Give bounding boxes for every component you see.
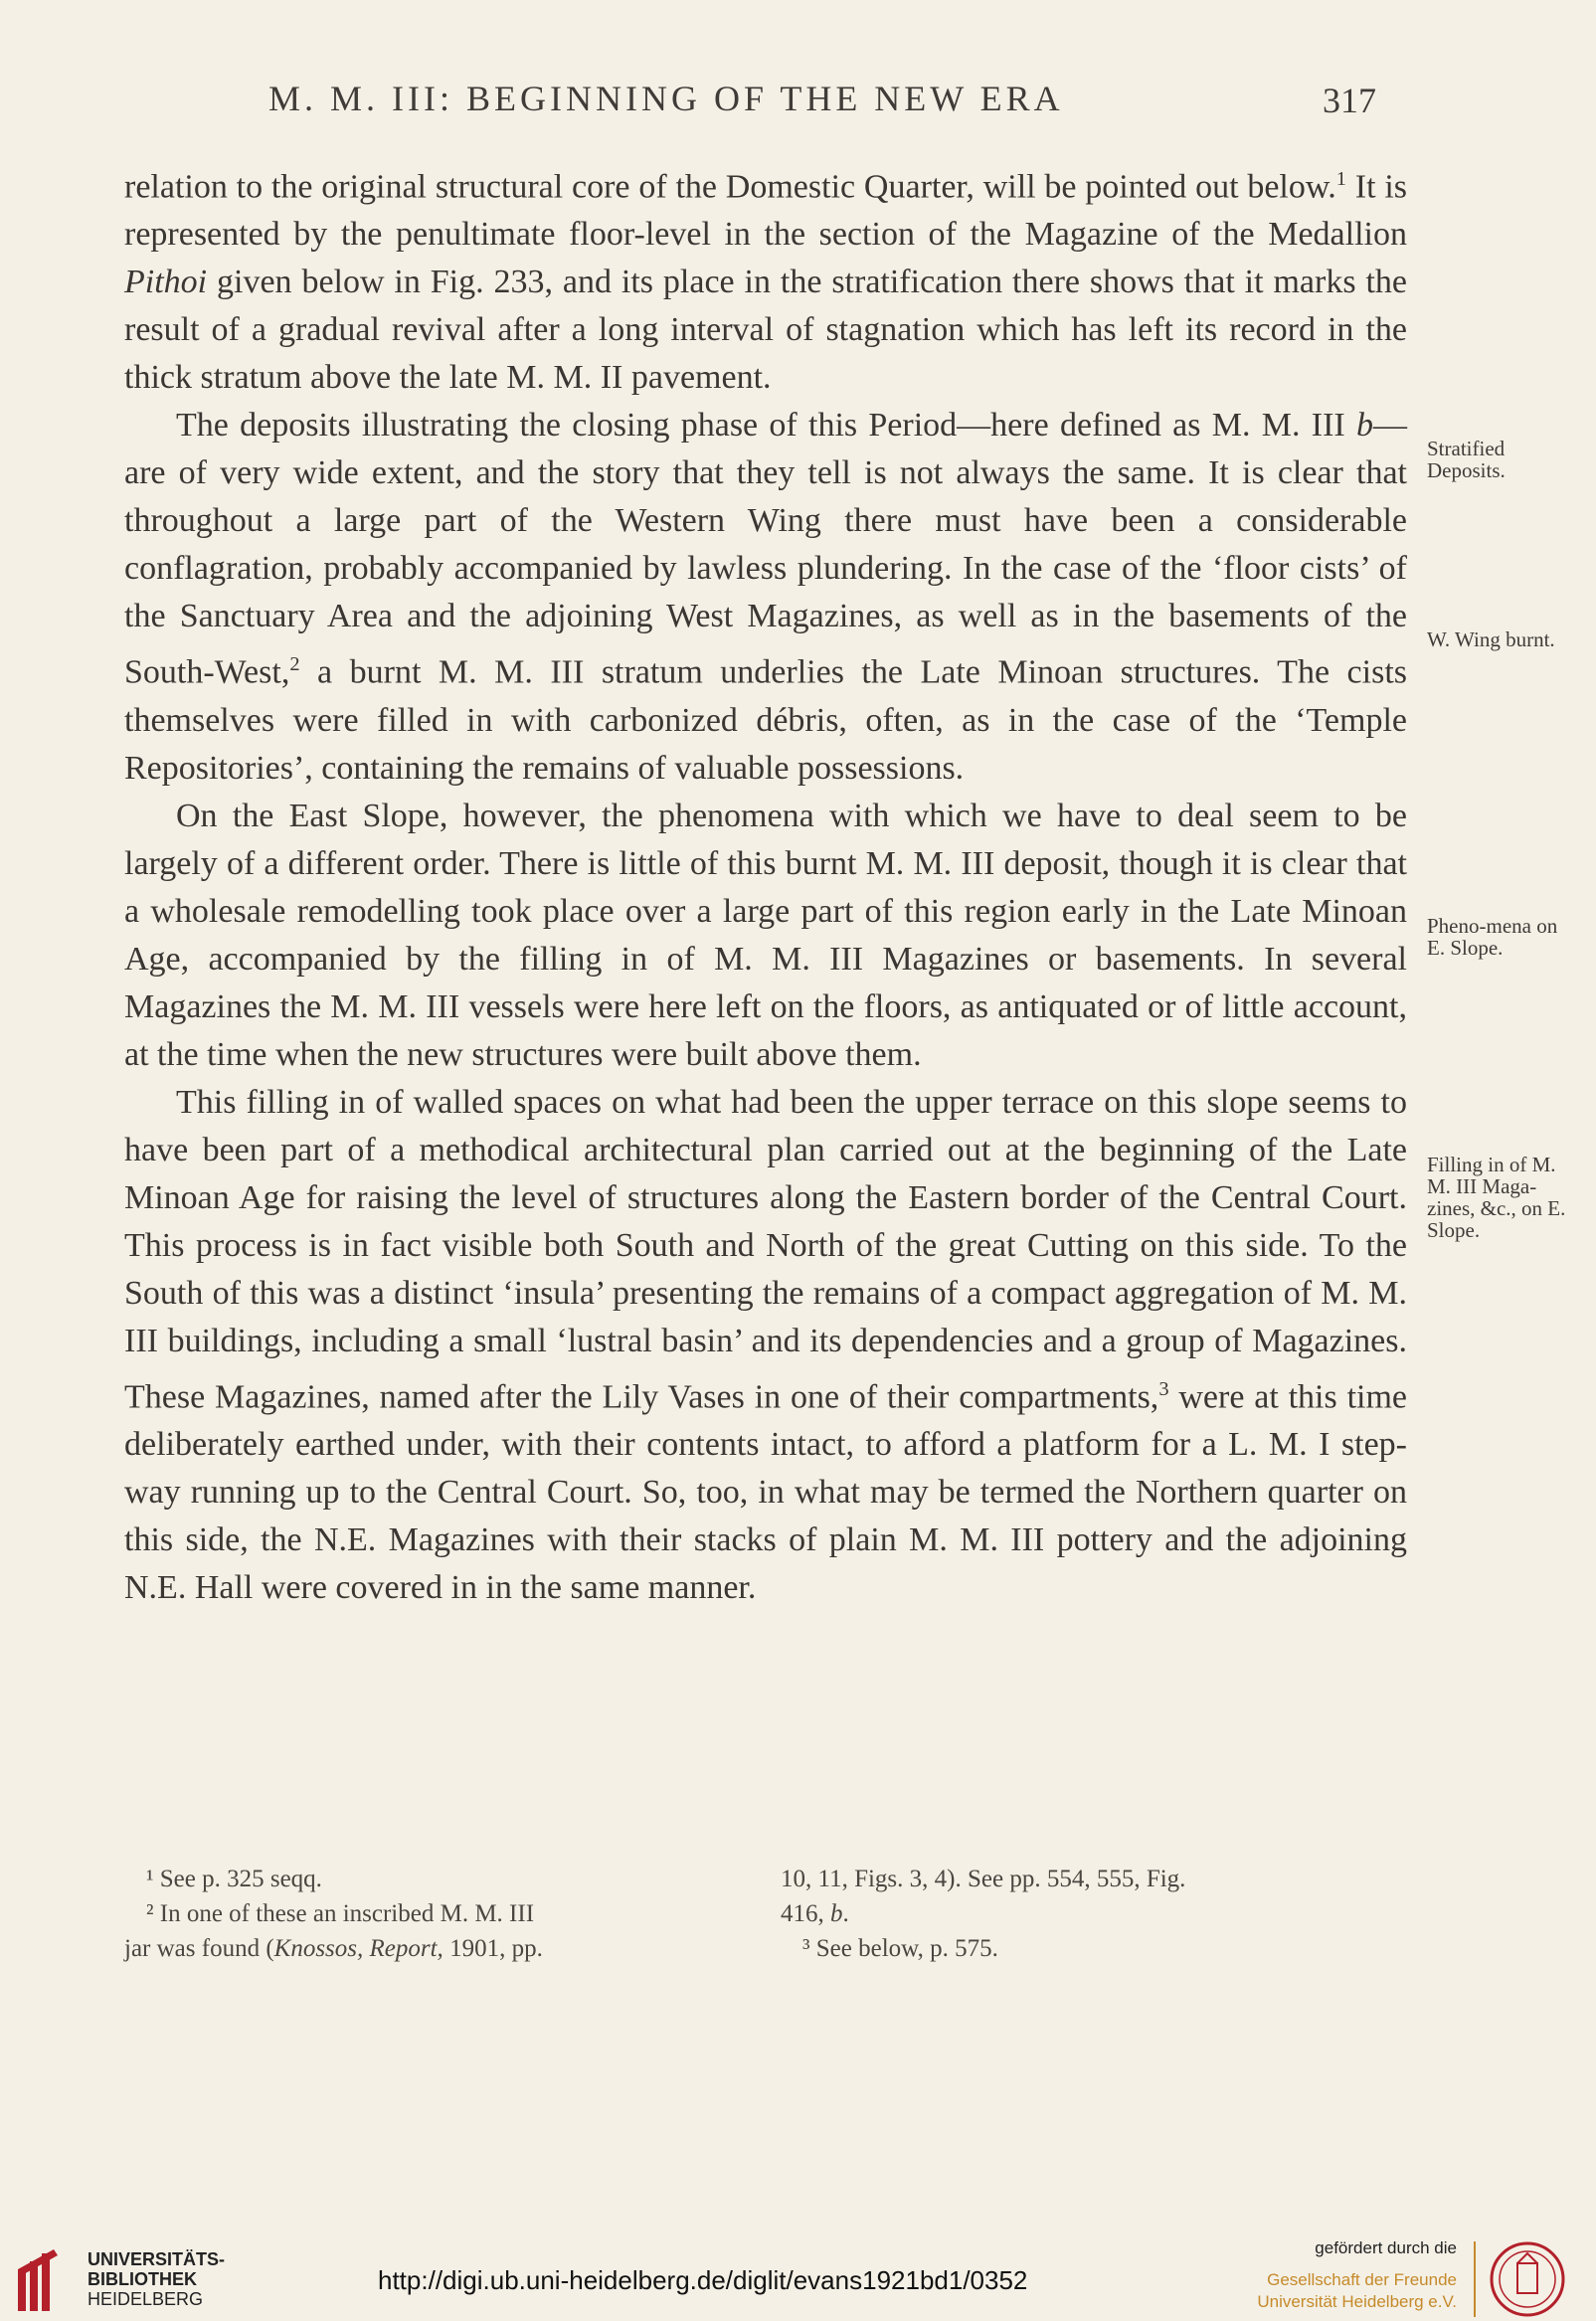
footnote-3: ³ See below, p. 575.	[802, 1935, 998, 1962]
paragraph-4: This filling in of walled spaces on what had been the upper terrace on this slope seems to have been part of a methodical architectural plan carried out at the beginning of the Late Minoan Age for raising the level of structures along the Eastern border of the Central Court. This process is in fact visible both South and North of the great Cutting on this side. To the South of this was a distinct ‘insula’ presenting the remains of a compact aggregation of M. M. III buildings, including a small ‘lustral basin’ and its dependencies and a group of Magazines. These Magazines, named after the Lily Vases in one of their compartments,$^3$ were at this time deliberately earthed under, with their contents intact, to afford a platform for a L. M. I step-way running up to the Central Court. So, too, in what may be termed the Northern quarter on this side, the N.E. Magazines with their stacks of plain M. M. III pottery and the adjoining N.E. Hall were covered in in the same manner.	[124, 1083, 1407, 1606]
footnote-2: ² In one of these an inscribed M. M. III	[146, 1900, 535, 1927]
digital-copy-link[interactable]: http://digi.ub.uni-heidelberg.de/diglit/evans1921bd1/0352	[378, 2265, 1028, 2295]
sponsor-note: gefördert durch die Gesellschaft der Freunde Universität Heidelberg e.V.	[1257, 2238, 1457, 2311]
footnote-ref-1: 1	[1335, 168, 1346, 190]
paragraph-3: On the East Slope, however, the phenomena with which we have to deal seem to be largely of a different order. There is little of this burnt M. M. III deposit, though it is clear that a wholesale remodelling took place over a large part of this region early in the Late Minoan Age, accompanied by the filling in of M. M. III Magazines or basements. In several Magazines the M. M. III vessels were here left on the floors, as antiquated or of little account, at the time when the new structures were built above them.	[124, 797, 1407, 1073]
university-seal-icon	[1472, 2239, 1571, 2319]
footnote-ref-3: 3	[1158, 1377, 1169, 1400]
page-number: 317	[1323, 81, 1376, 120]
sidenote-w-wing: W. Wing burnt.	[1427, 627, 1555, 651]
footnote-2-cont-3: 416, b.	[781, 1900, 849, 1927]
running-title: M. M. III: BEGINNING OF THE NEW ERA	[268, 79, 1064, 118]
body-text	[124, 155, 1407, 1612]
footnote-2-cont-2: 10, 11, Figs. 3, 4). See pp. 554, 555, Fig.	[781, 1866, 1186, 1892]
footnote-2-cont: jar was found (Knossos, Report, 1901, pp.	[124, 1935, 543, 1962]
library-name: UNIVERSITÄTS- BIBLIOTHEK HEIDELBERG	[88, 2249, 226, 2309]
paragraph-1: relation to the original structural core of the Domestic Quarter, will be pointed out below.$^1$ It is represented by the penultimate floor-level in the section of the Magazine of the Medallion Pithoi given below in Fig. 233, and its place in the stratification there shows that it marks the result of a gradual revival after a long interval of stagnation which has left its record in the thick stratum above the late M. M. II pavement.	[124, 168, 1408, 397]
sidenote-stratified: Stratified Deposits.	[1427, 437, 1506, 482]
footnotes-right-column	[781, 1862, 1397, 1966]
sidenote-phenomena: Pheno-mena on E. Slope.	[1427, 914, 1558, 960]
footnote-1: ¹ See p. 325 seqq.	[146, 1866, 322, 1892]
footnotes-left-column	[124, 1862, 741, 1966]
running-head	[0, 78, 1596, 137]
paragraph-2: The deposits illustrating the closing phase of this Period—here defined as M. M. III b—are of very wide extent, and the story that they tell is not always the same. It is clear that throughout a large part of the Western Wing there must have been a considerable conflagration, probably accompanied by lawless plundering. In the case of the ‘floor cists’ of the Sanctuary Area and the adjoining West Magazines, as well as in the basements of the South-West,$^2$ a burnt M. M. III stratum underlies the Late Minoan structures. The cists themselves were filled in with carbonized débris, often, as in the case of the ‘Temple Repositories’, containing the remains of valuable possessions.	[124, 407, 1407, 787]
sidenote-filling: Filling in of M. M. III Maga-zines, &c., on E. Slope.	[1427, 1153, 1566, 1242]
library-logo-icon	[14, 2249, 78, 2311]
footnote-ref-2: 2	[289, 653, 300, 676]
footer	[0, 2237, 1596, 2321]
